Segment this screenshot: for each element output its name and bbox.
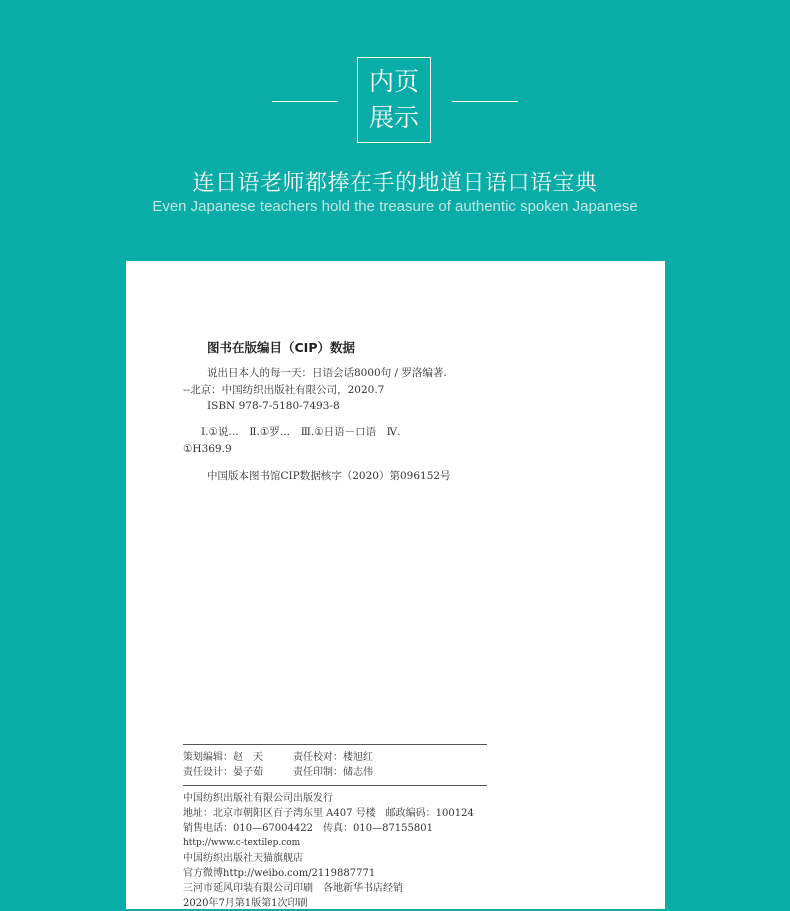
headline-english: Even Japanese teachers hold the treasure of authentic spoken Japanese bbox=[152, 198, 638, 215]
cip-title: 图书在版编目（CIP）数据 bbox=[207, 340, 355, 355]
book-copyright-page bbox=[126, 261, 665, 909]
cip-line-2: --北京：中国纺织出版社有限公司，2020.7 bbox=[183, 384, 385, 396]
staff-top-rule bbox=[183, 744, 487, 745]
staff-line-2: 责任设计：晏子茹 责任印制：储志伟 bbox=[183, 767, 373, 778]
section-title-box bbox=[357, 57, 431, 143]
left-decorative-line bbox=[272, 101, 338, 102]
publisher-tmall-store: 中国纺织出版社天猫旗舰店 bbox=[183, 853, 303, 864]
publisher-weibo: 官方微博http://weibo.com/2119887771 bbox=[183, 868, 376, 879]
classification-line-1: Ⅰ.①说… Ⅱ.①罗… Ⅲ.①日语－口语 Ⅳ. bbox=[201, 426, 401, 438]
section-title-line-2: 展示 bbox=[368, 103, 419, 132]
cip-line-1: 说出日本人的每一天：日语会话8000句 / 罗洛编著. bbox=[207, 367, 447, 379]
classification-line-2: ①H369.9 bbox=[183, 443, 232, 455]
staff-line-1: 策划编辑：赵 天 责任校对：楼旭红 bbox=[183, 752, 373, 763]
publisher-phone: 销售电话：010—67004422 传真：010—87155801 bbox=[183, 823, 433, 834]
publisher-website: http://www.c-textilep.com bbox=[183, 838, 301, 848]
staff-bottom-rule bbox=[183, 785, 487, 786]
publisher-address: 地址：北京市朝阳区百子湾东里 A407 号楼 邮政编码：100124 bbox=[183, 808, 474, 819]
cip-number: 中国版本图书馆CIP数据核字（2020）第096152号 bbox=[207, 470, 451, 482]
edition-line: 2020年7月第1版第1次印刷 bbox=[183, 898, 308, 909]
headline-chinese: 连日语老师都捧在手的地道日语口语宝典 bbox=[192, 171, 598, 196]
right-decorative-line bbox=[452, 101, 518, 102]
printer-line: 三河市延风印装有限公司印刷 各地新华书店经销 bbox=[183, 883, 403, 894]
cip-line-isbn: ISBN 978-7-5180-7493-8 bbox=[207, 400, 340, 412]
section-title-line-1: 内页 bbox=[368, 67, 419, 96]
publisher-line-1: 中国纺织出版社有限公司出版发行 bbox=[183, 793, 333, 804]
